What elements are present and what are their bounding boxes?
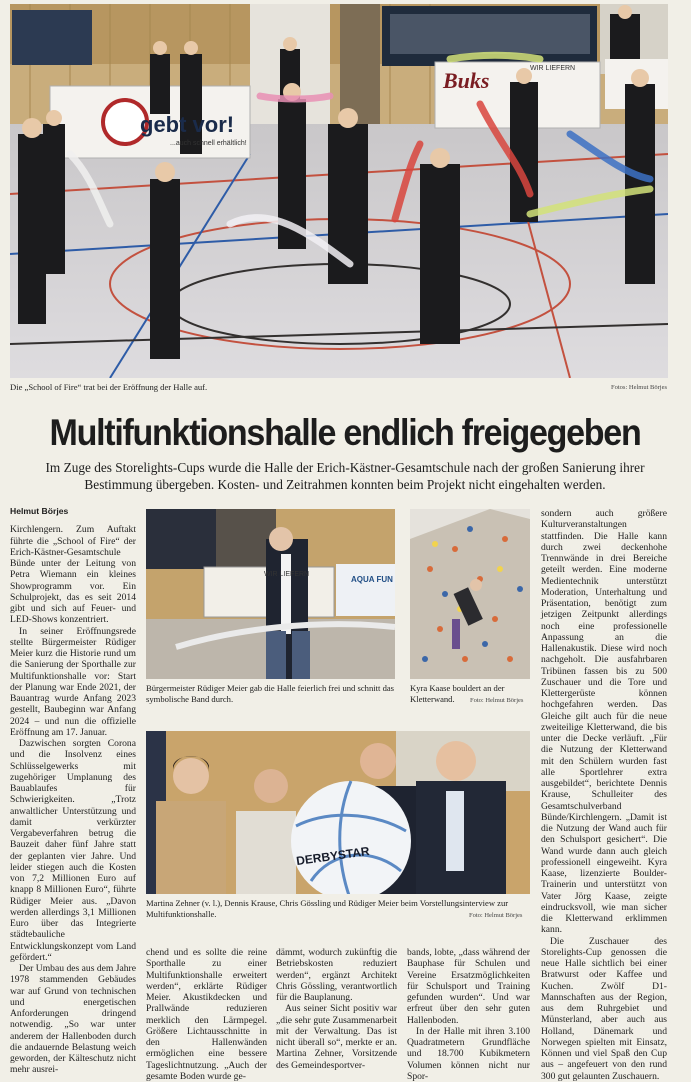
article-paragraph: chend und es sollte die reine Sporthalle zu einer Multifunktionshalle erweitert werden“, erklärte Rüdiger Meier. Akustikdecken und Prallwände reduzieren merklich den Lärmpegel. Größere Lichtausschnitte in den Hallenwänden ermöglichen eine bessere Tageslichtnutzung. „Auch der gesamte Boden wurde ge-	[146, 947, 267, 1082]
photo-credit-top: Fotos: Helmut Börjes	[611, 384, 667, 391]
article-paragraph: Dazwischen sorgten Corona und die Insolvenz eines Schlüsselgewerks mit zugehöriger Umplanung des Bauablaufes für Schwierigkeiten. „Trotz anwaltlicher Unterstützung und damit verkürzter Vergabeverfahren betrug die Bauzeit daher fünf Jahre statt der geplanten vier Jahre. Und leider stiegen auch die Kosten von 7,2 Millionen Euro auf knapp 8 Millionen Euro“, führte Rüdiger Meier aus. „Davon werden allerdings 3,1 Millionen Euro über das Integrierte städtebauliche Entwicklungskonzept vom Land gefördert.“	[10, 738, 136, 963]
climbing-wall-illustration	[410, 509, 530, 679]
photo-credit-group: Foto: Helmut Börjes	[469, 912, 523, 919]
photo-caption-top: Die „School of Fire“ trat bei der Eröffnung der Halle auf.	[10, 382, 208, 392]
photo-caption-group: Martina Zehner (v. l.), Dennis Krause, Chris Gössling und Rüdiger Meier beim Vorstellungsinterview zur Multifunktionshalle.	[146, 898, 509, 919]
banner-text-mid-small: WIR LIEFERN	[530, 65, 576, 72]
photo-climbing-wall	[410, 509, 530, 679]
mayor-banner-mid: WIR LIEFERN	[264, 571, 310, 578]
article-column-5	[541, 508, 667, 1082]
article-paragraph: sondern auch größere Kulturveranstaltungen stattfinden. Die Halle kann durch zwei deckenhohe Trennwände in drei Bereiche geteilt werden. Eine moderne Medientechnik unterstützt Moderation, Unterhaltung und Präsentation, benötigt zum jetzigen Zeitpunkt allerdings noch eine professionelle Anpassung an die Hallenakustik. Diese wird noch nachgeholt. Die ausfahrbaren Tribünen fassen bis zu 500 Zuschauer und die Tore und Klettergerüste können hochgefahren werden. Das Gleiche gilt auch für die neue zweiteilige Kletterwand, die bis unter die Decke verläuft. „Für die Nutzung der Kletterwand mit den Schülern wurden fast alle Sportlehrer extra ausgebildet“, berichtete Dennis Krause, Schulleiter des Gesamtschulverband Bünde/Kirchlengern. „Damit ist die Nutzung der Wand auch für den Schulsport gesichert“. Die Wand wurde dann auch gleich professionell eingeweiht. Kyra Kaase, lizenzierte Boulder-Trainerin und unterstützt von Vater Jörg Kaase, zeigte eindrucksvoll, wie man sicher die Kletterwand erklimmen kann.	[541, 508, 667, 936]
banner-text-mid: Buks	[443, 68, 490, 93]
photo-group-interview	[146, 731, 530, 894]
photo-school-of-fire	[10, 4, 668, 378]
group-scene-illustration	[146, 731, 530, 894]
article-paragraph: Aus seiner Sicht positiv war „die sehr gute Zusammenarbeit mit der Verwaltung. Das ist nicht überall so“, merkte er an. Martina Zehner, Vorsitzende des Gemeindesportver-	[276, 1003, 397, 1071]
article-column-1	[10, 506, 136, 1076]
article-paragraph: In seiner Eröffnungsrede stellte Bürgermeister Rüdiger Meier kurz die Historie rund um die Sanierung der Sporthalle zur Multifunktionshalle vor: Start der Planung war Ende 2021, der Bauantrag wurde Anfang 2023 gestellt, Baubeginn war Anfang 2024 – und nun die offizielle Eröffnung am 17. Januar.	[10, 625, 136, 738]
mayor-scene-illustration	[146, 509, 395, 679]
article-lead: Im Zuge des Storelights-Cups wurde die Halle der Erich-Kästner-Gesamtschule nach der großen Sanierung ihrer Bestimmung übergeben. Kosten- und Zeitrahmen konnten beim Projekt nicht eingehalten werden.	[45, 460, 645, 492]
article-column-2	[146, 947, 267, 1082]
gym-scene-illustration	[10, 4, 668, 378]
article-paragraph: Kirchlengern. Zum Auftakt führte die „School of Fire“ der Erich-Kästner-Gesamtschule Bünde unter der Leitung von Petra Wiemann ein kleines Showprogramm vor. Ein Schulprojekt, das es seit 2014 gibt und sich auf Feuer- und LED-Shows konzentriert.	[10, 524, 136, 626]
article-paragraph: dämmt, wodurch zukünftig die Betriebskosten reduziert werden“, ergänzt Architekt Chris Gössling, verantwortlich für die Bauplanung.	[276, 947, 397, 1003]
banner-text-left: gebt vor!	[140, 112, 235, 137]
photo-credit-climbing: Foto: Helmut Börjes	[470, 697, 524, 704]
article-paragraph: Die Zuschauer des Storelights-Cup genossen die neue Halle sichtlich bei einer Bratwurst oder Kaffee und Kuchen. Zwölf D1-Mannschaften aus der Region, aus dem Ruhrgebiet und Münsterland, aber auch aus Holland, Dänemark und Norwegen spielten mit Einsatz, Können und viel Spaß den Cup aus – angefeuert von den rund 300 gut gelaunten Zuschauern.	[541, 935, 667, 1082]
article-paragraph: Der Umbau des aus dem Jahre 1978 stammenden Gebäudes war auf Grund von technischen und energetischen Anforderungen dringend notwendig. „So war unter anderem der Hallenboden durch die andauernde Belastung weich geworden, der Kälteschutz nicht mehr ausrei-	[10, 963, 136, 1076]
article-column-4	[407, 947, 530, 1082]
banner-text-left-small: ...auch schnell erhältlich!	[170, 140, 247, 147]
photo-caption-mayor: Bürgermeister Rüdiger Meier gab die Halle feierlich frei und schnitt das symbolische Band durch.	[146, 683, 395, 704]
article-author: Helmut Börjes	[10, 506, 69, 516]
photo-caption-climbing: Kyra Kaase bouldert an der Kletterwand.	[410, 683, 505, 704]
article-column-3	[276, 947, 397, 1071]
photo-mayor	[146, 509, 395, 679]
article-paragraph: bands, lobte, „dass während der Bauphase für Schulen und Vereine Ersatzmöglichkeiten für Schulsport und Training gefunden wurden“. Und war erfreut über den sehr guten Hallenboden.	[407, 947, 530, 1026]
ball-brand-text: DERBYSTAR	[295, 843, 371, 869]
article-paragraph: In der Halle mit ihren 3.100 Quadratmetern Grundfläche und 18.700 Kubikmetern Volumen können nicht nur Spor-	[407, 1025, 530, 1082]
mayor-banner-right: AQUA FUN	[351, 575, 393, 584]
article-headline: Multifunktionshalle endlich freigegeben	[49, 412, 641, 453]
